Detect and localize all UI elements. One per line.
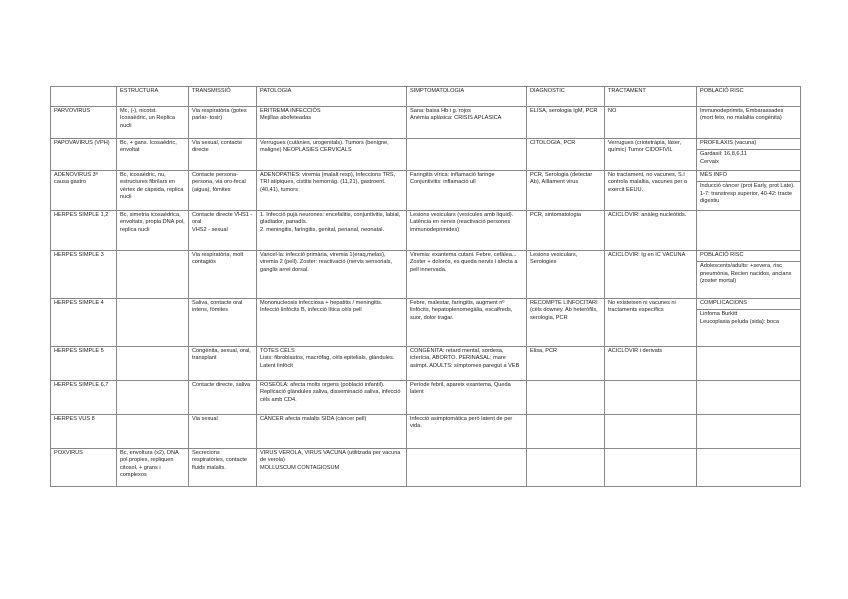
tractament-cell — [605, 211, 697, 251]
poblacio-risc-cell — [697, 381, 801, 415]
transmissio-cell — [189, 139, 257, 171]
diagnostic-cell — [527, 139, 605, 171]
patologia-cell — [257, 211, 407, 251]
transmissio-cell — [189, 211, 257, 251]
poblacio-risc-cell — [697, 171, 801, 211]
estructura-cell — [117, 299, 189, 347]
cell-text: Linfoma Burkitt Leucoplasia peluda (sida): boca — [697, 309, 800, 326]
tractament-cell — [605, 139, 697, 171]
patologia-cell — [257, 139, 407, 171]
header-transmissio: TRANSMISSIÓ — [189, 87, 257, 107]
cell-text: Via sexual, contacte directe — [192, 140, 242, 154]
diagnostic-cell — [527, 347, 605, 381]
transmissio-cell — [189, 415, 257, 449]
tractament-cell — [605, 171, 697, 211]
header-patologia: PATOLOGIA — [257, 87, 407, 107]
cell-text: POBLACIÓ RISC — [700, 252, 744, 258]
cell-text: ACICLOVIR: anàleg nucleòtids. — [608, 212, 687, 218]
cell-text: Verrugues (criotetràpia, làser, químic) Tumor CIDOFIVIL — [608, 140, 682, 154]
transmissio-cell — [189, 171, 257, 211]
poblacio-risc-cell — [697, 211, 801, 251]
header-estructura: ESTRUCTURA — [117, 87, 189, 107]
patologia-cell — [257, 449, 407, 487]
cell-text: ACICLOVIR i derivats — [608, 348, 663, 354]
cell-text: CONGÈNITA: retard mental, sordesa, icterícia, ABORTO. PERINASAL: mare asimpt. ADULTS: símptomes paregut a VEB — [410, 348, 520, 369]
patologia-cell — [257, 347, 407, 381]
cell-text: Viremia: exantema cutani. Febre, cefàlea... Zoster + dolorós, es queda nervis i afecta a pell innervada. — [410, 252, 518, 273]
cell-text: ACICLOVIR: Ig en IC VACUNA — [608, 252, 686, 258]
simptomatologia-cell — [407, 347, 527, 381]
table-row — [51, 107, 801, 139]
table-row — [51, 211, 801, 251]
patologia-cell — [257, 381, 407, 415]
tractament-cell — [605, 299, 697, 347]
cell-text: PCR, sintomatologia — [530, 212, 581, 218]
simptomatologia-cell — [407, 251, 527, 299]
cell-text: Contacte directe, saliva — [192, 382, 251, 388]
cell-text: Elisa, PCR — [530, 348, 558, 354]
diagnostic-cell — [527, 415, 605, 449]
estructura-cell — [117, 347, 189, 381]
table-row — [51, 171, 801, 211]
cell-text: Inducció càncer (prot Early, prot Late). 1-7: transtresp superior, 40-42: tracte digestiu — [697, 181, 800, 205]
cell-text: NO — [608, 108, 617, 114]
simptomatologia-cell — [407, 139, 527, 171]
simptomatologia-cell — [407, 415, 527, 449]
cell-text: ELISA, serologia IgM, PCR — [530, 108, 598, 114]
cell-text: VIRUS VEROLA, VIRUS VACUNA (utilitzada per vacuna de verola) MOLLUSCUM CONTAGIOSUM — [260, 450, 401, 471]
tractament-cell — [605, 347, 697, 381]
cell-text: Bc, + gans. Icosaèdric, envoltat — [120, 140, 177, 154]
table-row — [51, 139, 801, 171]
patologia-cell — [257, 299, 407, 347]
transmissio-cell — [189, 347, 257, 381]
cell-text: Contacte persona-persona, via oro-fecal (aigua), fòmites — [192, 172, 246, 193]
diagnostic-cell — [527, 171, 605, 211]
cell-text: RECOMPTE LINFOCITARI (cèls downey. Ab heteròfils, serologia, PCR — [530, 300, 598, 321]
virus-name-cell: POXVIRUS — [51, 449, 117, 487]
tractament-cell — [605, 415, 697, 449]
cell-text: Adolescents/adults: +severa, risc pneumònia, Recien nacidos, ancians (zoster mortal) — [697, 261, 800, 285]
cell-text: PROFILAXIS (vacuna) — [700, 140, 757, 146]
poblacio-risc-cell — [697, 139, 801, 171]
header-diagnostic: DIAGNOSTIC — [527, 87, 605, 107]
cell-text: Lesions vesiculars (vesícules amb líquid). Latència en nervis (reactivació persones immunodeprimides) — [410, 212, 514, 233]
cell-text: Mononucleosis infecciosa + hepatitis / meningitis. Infecció linfòcits B, infecció lítica cèls pell — [260, 300, 383, 314]
diagnostic-cell — [527, 381, 605, 415]
tractament-cell — [605, 107, 697, 139]
cell-text: Verrugues (cutànies, urogenitals). Tumors (benigne, maligne) NEOPLASIES CERVICALS — [260, 140, 389, 154]
cell-text: ERITREMA INFECCIÓS Mejillas abofeteadas — [260, 108, 321, 122]
cell-text: Via respiratòria (gotes parlar- tosir) — [192, 108, 247, 122]
virus-name-cell: HERPES VUS 8 — [51, 415, 117, 449]
cell-text: Gardasil: 16,8,6,11 Cervaix — [697, 149, 800, 166]
cell-text: CITOLOGIA, PCR — [530, 140, 576, 146]
cell-text: Febre, malestar, faringitis, augment nº linfòcits, hepatoplenomegàlia, escalfreds, suor, dolor tragar. — [410, 300, 513, 321]
cell-text: No tractament, no vacunes, S.I controla malaltia, vacunes per a exercit EEUU. — [608, 172, 687, 193]
cell-text: Bc, envoltura (x2), DNA pol propies, repliquen citosol, + grans i complexos — [120, 450, 179, 479]
virus-name-cell: PAPOVAVIRUS (VPH) — [51, 139, 117, 171]
table-row — [51, 347, 801, 381]
cell-text: ROSEÒLA: afecta molts orgens (població infantil). Replicació glàndules saliva, disseminació saliva, infecció cèls amb CD4. — [260, 382, 401, 403]
cell-text: COMPLICACIONS — [700, 300, 747, 306]
cell-text: Faringitis vírica: inflamació faringe Conjuntivitis: inflamació ull — [410, 172, 495, 186]
virus-name-cell: HERPES SIMPLE 5 — [51, 347, 117, 381]
cell-text: TOTES CÈLS Lisis: fibroblastos, macròfag, cèls epitelials, glàndules. Latent linfòcit — [260, 348, 395, 369]
simptomatologia-cell — [407, 449, 527, 487]
cell-text: 1. Infecció pujà neurones: encefalitis, conjuntivitis, labial, gladiador, panadís. 2. meningitis, faringitis, genital, perianal, neonatal. — [260, 212, 401, 233]
simptomatologia-cell — [407, 381, 527, 415]
cell-text: Infecció asimptomàtica però latent de per vida. — [410, 416, 513, 430]
header-row — [51, 87, 801, 107]
cell-text: Sana: baixa Hb i g. rojos Anèmia aplàsica: CRISIS APLÀSICA — [410, 108, 502, 122]
cell-text: No existeixen ni vacunes ni tractaments específics — [608, 300, 676, 314]
cell-text: Bc, simetria icosaèdrica, envoltats, propia DNA pol, replica nucli — [120, 212, 185, 233]
poblacio-risc-cell — [697, 299, 801, 347]
cell-text: CÀNCER afecta malalts SIDA (càncer pell) — [260, 416, 367, 422]
table-row — [51, 381, 801, 415]
table-row — [51, 251, 801, 299]
cell-text: Varicel·la: infecció primària, viremia 1(eraq,melas), viremia 2 (pell). Zoster: reactivació (nervis sensorials, ganglis arrel dorsal. — [260, 252, 393, 273]
simptomatologia-cell — [407, 211, 527, 251]
diagnostic-cell — [527, 251, 605, 299]
cell-text: MÉS INFO — [700, 172, 728, 178]
poblacio-risc-cell — [697, 449, 801, 487]
estructura-cell — [117, 449, 189, 487]
cell-text: Congènita, sexual, oral, transplant — [192, 348, 251, 362]
tractament-cell — [605, 251, 697, 299]
header-tractament: TRACTAMENT — [605, 87, 697, 107]
header-poblacio-risc: POBLACIÓ RISC — [697, 87, 801, 107]
cell-text: ADENOPATIES: viremia (malalt resp), Infeccions TRS, TRI atípiques, cistitis hemorràg. (11,21), gastroent. (40,41), tumors — [260, 172, 396, 193]
transmissio-cell — [189, 449, 257, 487]
cell-text: Bc, icosaèdric, nu, estructures fibrilars en vèrtex de càpsida, replica nucli — [120, 172, 184, 201]
virus-name-cell: HERPES SIMPLE 3 — [51, 251, 117, 299]
diagnostic-cell — [527, 211, 605, 251]
estructura-cell — [117, 415, 189, 449]
cell-text: Saliva, contacte oral intens, fòmites — [192, 300, 243, 314]
tractament-cell — [605, 449, 697, 487]
patologia-cell — [257, 171, 407, 211]
poblacio-risc-cell — [697, 107, 801, 139]
patologia-cell — [257, 107, 407, 139]
cell-text: Secrecions respiratòries, contacte fluids malalts. — [192, 450, 248, 471]
simptomatologia-cell — [407, 299, 527, 347]
transmissio-cell — [189, 107, 257, 139]
estructura-cell — [117, 139, 189, 171]
table-row — [51, 299, 801, 347]
virus-name-cell: HERPES SIMPLE 1,2 — [51, 211, 117, 251]
estructura-cell — [117, 107, 189, 139]
table-row — [51, 449, 801, 487]
diagnostic-cell — [527, 107, 605, 139]
table-body — [51, 107, 801, 487]
estructura-cell — [117, 211, 189, 251]
estructura-cell — [117, 171, 189, 211]
cell-text: Lesions vesiculars, Serologies — [530, 252, 578, 266]
transmissio-cell — [189, 299, 257, 347]
poblacio-risc-cell — [697, 347, 801, 381]
virus-name-cell: HERPES SIMPLE 4 — [51, 299, 117, 347]
virus-table — [50, 86, 801, 487]
virus-name-cell: PARVOVIRUS — [51, 107, 117, 139]
diagnostic-cell — [527, 449, 605, 487]
virus-name-cell: HERPES SIMPLE 6,7 — [51, 381, 117, 415]
cell-text: Contacte directe VHS1 - oral VHS2 - sexual — [192, 212, 253, 233]
transmissio-cell — [189, 381, 257, 415]
simptomatologia-cell — [407, 171, 527, 211]
poblacio-risc-cell — [697, 251, 801, 299]
cell-text: Immunodeprimits, Embarassades (mort feto, no malaltia congènita) — [700, 108, 784, 122]
cell-text: Via respiratòria, molt contagiós — [192, 252, 244, 266]
patologia-cell — [257, 415, 407, 449]
transmissio-cell — [189, 251, 257, 299]
poblacio-risc-cell — [697, 415, 801, 449]
estructura-cell — [117, 251, 189, 299]
header-simptomatologia: SIMPTOMATOLOGIA — [407, 87, 527, 107]
header-virus-name — [51, 87, 117, 107]
cell-text: Període febril, apareix exantema, Queda latent — [410, 382, 511, 396]
simptomatologia-cell — [407, 107, 527, 139]
table-row — [51, 415, 801, 449]
tractament-cell — [605, 381, 697, 415]
cell-text: Via sexual — [192, 416, 218, 422]
patologia-cell — [257, 251, 407, 299]
virus-name-cell: ADENOVIRUS 3ª causa gastro — [51, 171, 117, 211]
diagnostic-cell — [527, 299, 605, 347]
estructura-cell — [117, 381, 189, 415]
cell-text: Mc, (-), nicotst. Icosaèdric, un Replica nucli — [120, 108, 176, 129]
cell-text: PCR, Serologia (detectar Ab), Aïllament virus — [530, 172, 593, 186]
